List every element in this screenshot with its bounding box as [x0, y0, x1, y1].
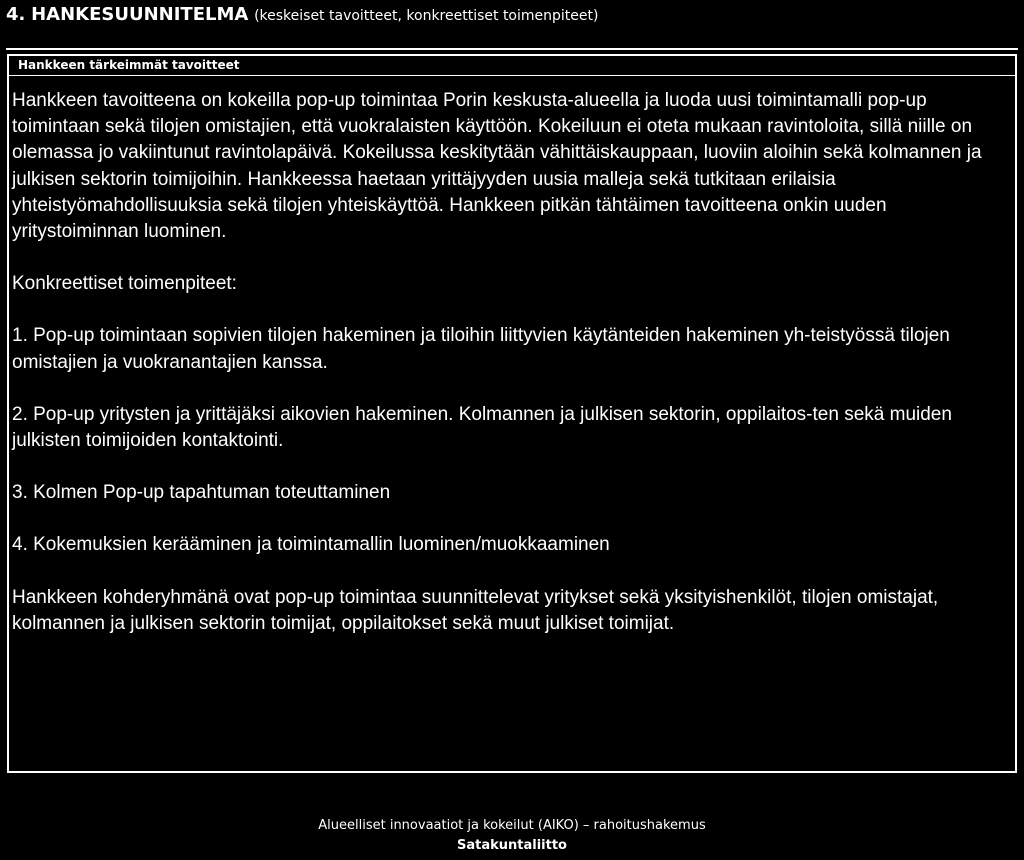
measure-item-2: 2. Pop-up yritysten ja yrittäjäksi aikovien hakeminen. Kolmannen ja julkisen sektorin, oppilaitos-ten sekä muiden julkisten toimijoiden kontaktointi. — [12, 403, 952, 452]
section-title: HANKESUUNNITELMA — [31, 4, 249, 25]
footer-program-name: Alueelliset innovaatiot ja kokeilut (AIKO) – rahoitushakemus — [318, 818, 706, 833]
section-heading — [6, 4, 598, 25]
measures-heading: Konkreettiset toimenpiteet: — [12, 273, 237, 295]
measure-item-3: 3. Kolmen Pop-up tapahtuman toteuttaminen — [12, 482, 391, 504]
intro-paragraph: Hankkeen tavoitteena on kokeilla pop-up toimintaa Porin keskusta-alueella ja luoda uusi toimintamalli pop-up toimintaan sekä tilojen omistajien, että vuokralaisten käyttöön. Kokeiluun ei oteta mukaan ravintoloita, sillä niille on olemassa jo vakiintunut ravintolapäivä. Kokeilussa keskitytään vähittäiskauppaan, luoviin aloihin sekä kolmannen ja julkisen sektorin toimijoihin. Hankkeessa haetaan yrittäjyyden uusia malleja sekä tutkitaan erilaisia yhteistyömahdollisuuksia sekä tilojen yhteiskäyttöä. Hankkeen pitkän tähtäimen tavoitteena onkin uuden yritystoiminnan luominen. — [12, 90, 982, 243]
measure-item-4: 4. Kokemuksien kerääminen ja toimintamallin luominen/muokkaaminen — [12, 534, 610, 556]
measure-item-1: 1. Pop-up toimintaan sopivien tilojen hakeminen ja tiloihin liittyvien käytänteiden hakeminen yh-teistyössä tilojen omistajien ja vuokranantajien kanssa. — [12, 325, 950, 373]
box-header: Hankkeen tärkeimmät tavoitteet — [9, 56, 1015, 76]
section-number: 4. — [6, 4, 26, 25]
section-subtitle: (keskeiset tavoitteet, konkreettiset toimenpiteet) — [254, 8, 599, 24]
plan-box — [7, 54, 1017, 773]
target-group-paragraph: Hankkeen kohderyhmänä ovat pop-up toimintaa suunnittelevat yritykset sekä yksityishenkilöt, tilojen omistajat, kolmannen ja julkisen sektorin toimijat, oppilaitokset sekä muut julkiset toimijat. — [12, 586, 939, 634]
footer-organization: Satakuntaliitto — [457, 838, 567, 853]
top-divider — [6, 48, 1018, 50]
box-body — [12, 88, 1008, 637]
